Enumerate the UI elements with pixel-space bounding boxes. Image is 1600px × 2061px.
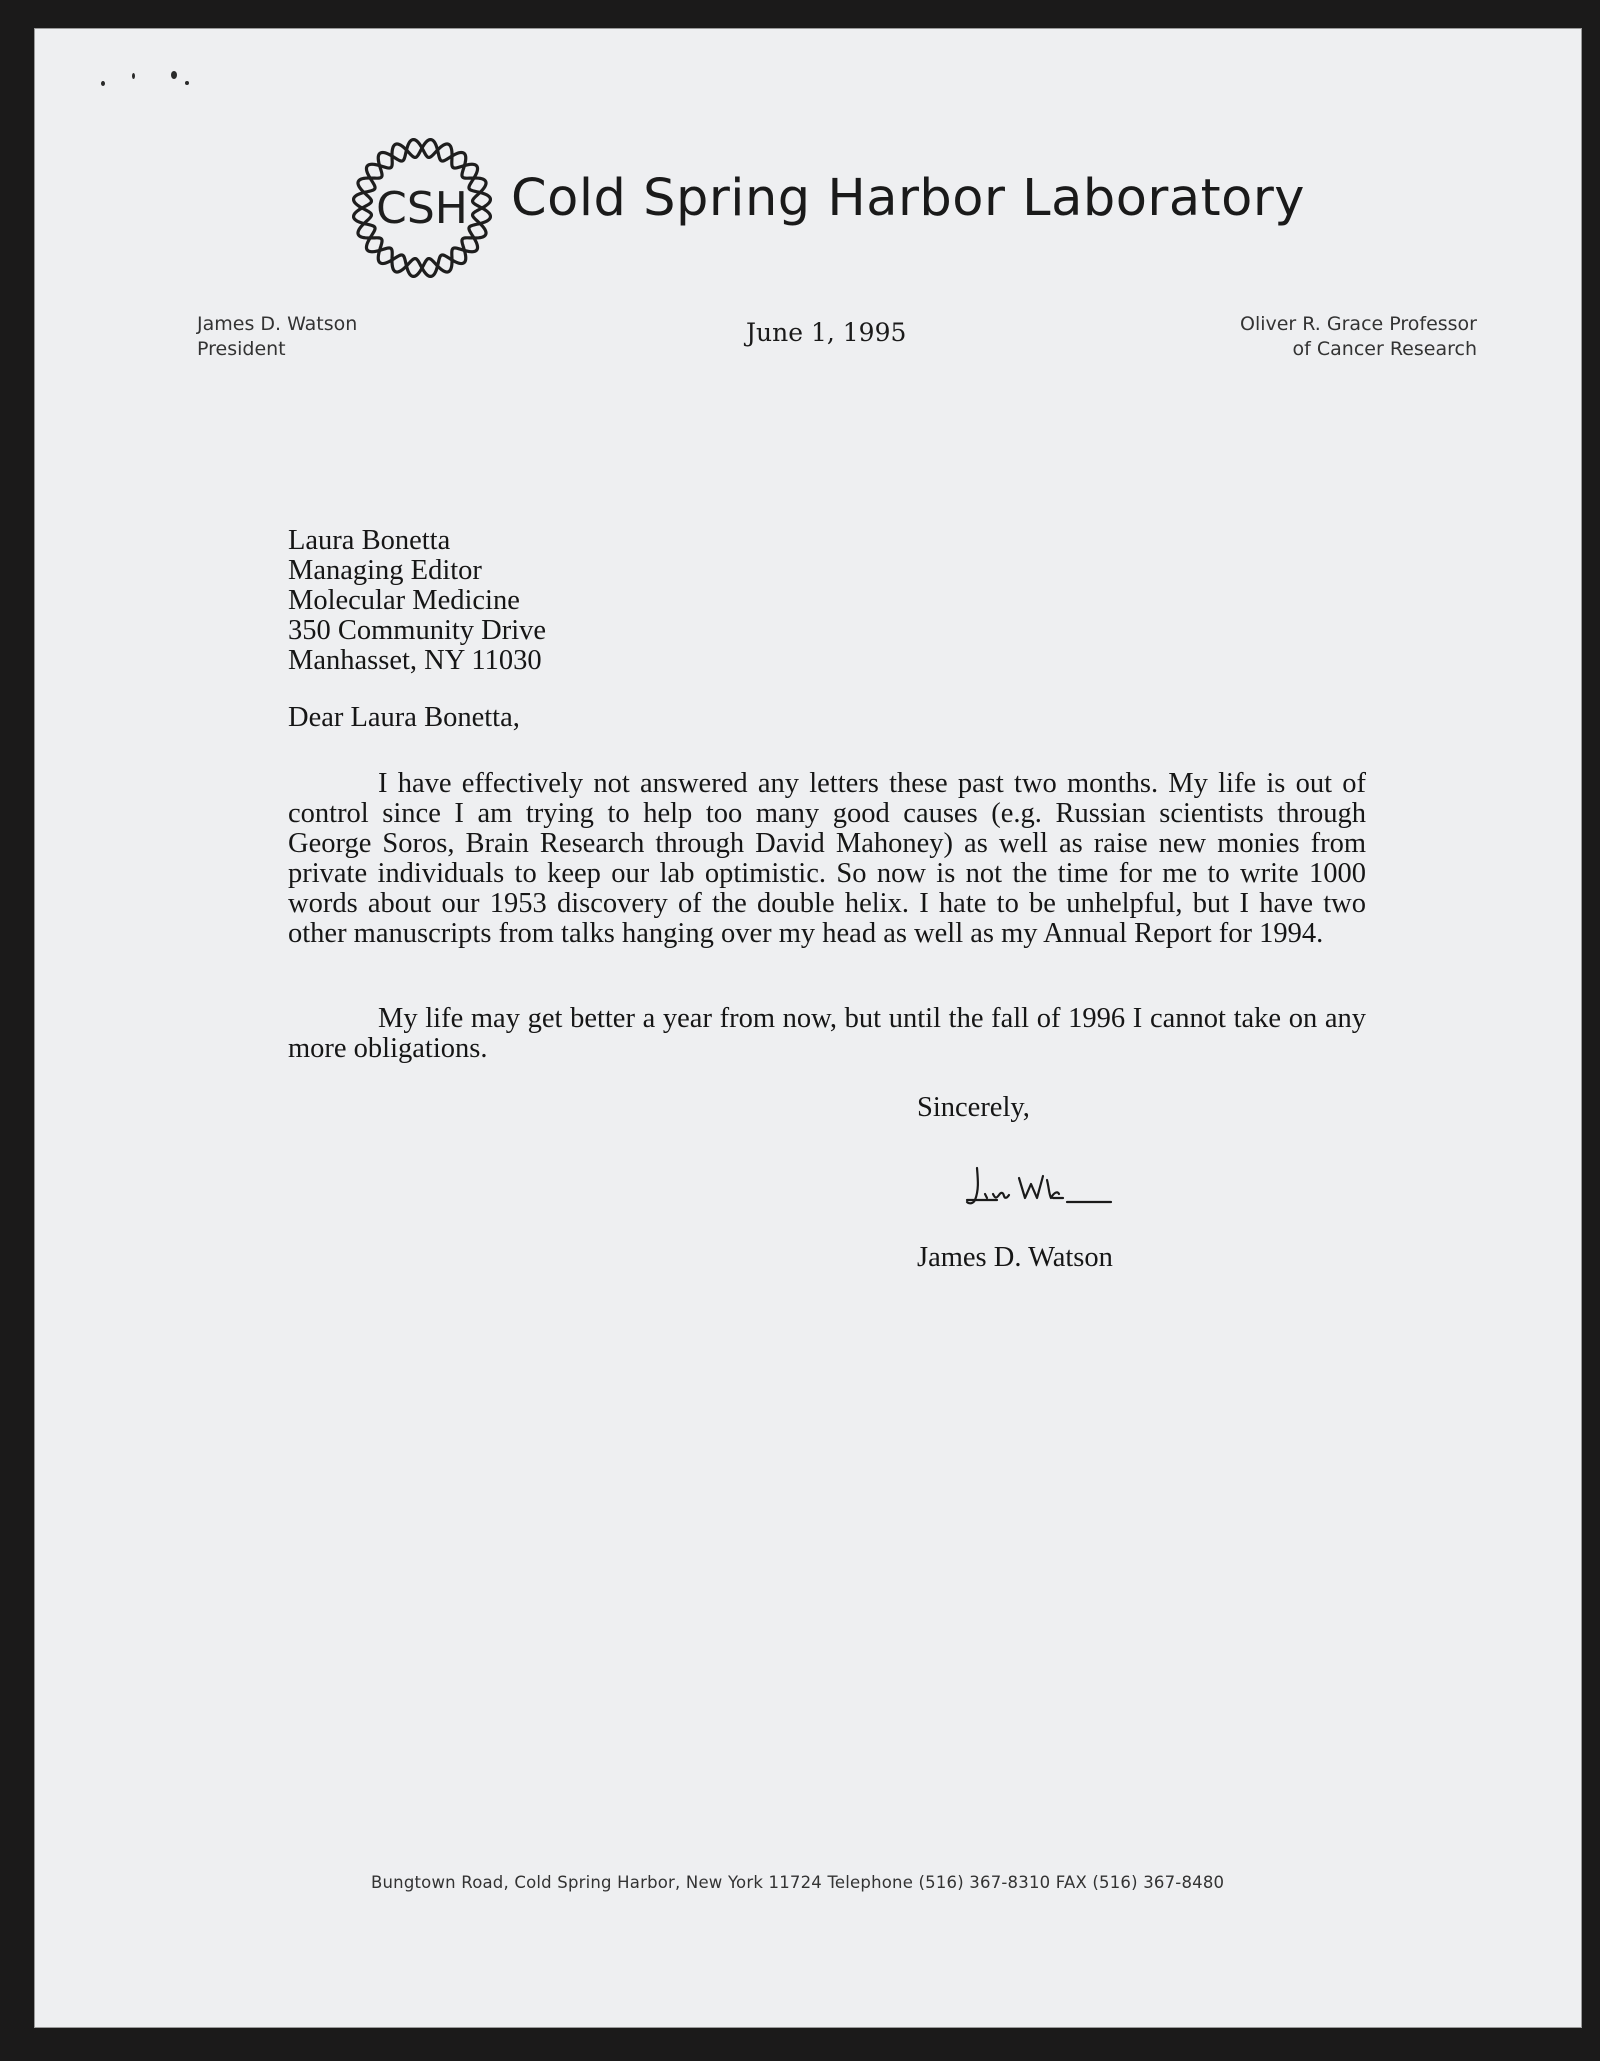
professorship-line1: Oliver R. Grace Professor [1239,313,1477,335]
recipient-address [288,526,546,676]
paper-speck [171,71,177,79]
recipient-city: Manhasset, NY 11030 [288,645,542,676]
letter-date: June 1, 1995 [746,318,907,347]
paper-speck [132,73,135,79]
professorship-line2: of Cancer Research [1292,338,1477,360]
recipient-organization: Molecular Medicine [288,585,520,616]
letter-page [34,28,1582,2028]
handwritten-signature [963,1164,1115,1216]
logo-text: CSH [376,183,468,234]
recipient-street: 350 Community Drive [288,615,547,646]
body-paragraph: I have effectively not answered any letters these past two months. My life is out of control since I am trying to help too many good causes (e.g. Russian scientists through George Soros, Brain Research through David Mahoney) as well as raise new monies from private individuals to keep our lab optimistic. So now is not the time for me to write 1000 words about our 1953 discovery of the double helix. I hate to be unhelpful, but I have two other manuscripts from talks hanging over my head as well as my Annual Report for 1994. [288,768,1366,949]
sender-name: James D. Watson [197,313,358,335]
paper-speck [101,81,105,86]
paper-speck [185,81,189,85]
recipient-title: Managing Editor [288,555,482,586]
professorship-block [1240,312,1477,362]
body-paragraph: My life may get better a year from now, but until the fall of 1996 I cannot take on any more obligations. [288,1003,1366,1064]
closing: Sincerely, [917,1092,1030,1123]
sender-block [197,312,357,362]
sender-title: President [197,338,286,360]
signer-name: James D. Watson [917,1242,1113,1273]
recipient-name: Laura Bonetta [288,525,451,556]
salutation: Dear Laura Bonetta, [288,702,520,733]
letterhead-footer: Bungtown Road, Cold Spring Harbor, New York 11724 Telephone (516) 367-8310 FAX (516) 367-8480 [371,1873,1225,1892]
organization-name: Cold Spring Harbor Laboratory [511,169,1305,228]
csh-helix-logo [347,133,497,283]
